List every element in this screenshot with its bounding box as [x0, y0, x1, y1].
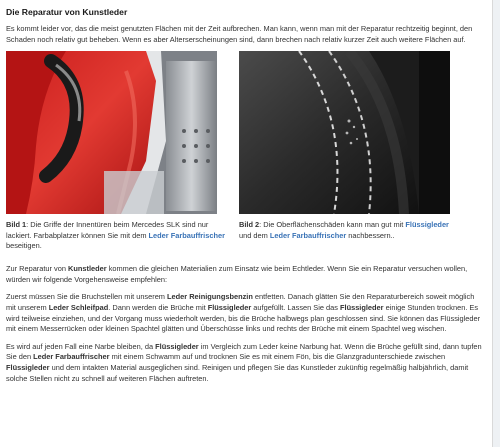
caption-image-2: [239, 220, 463, 241]
caption-label: Bild 1: [6, 220, 27, 230]
text: einige Stunden trocknen. Es wird teilweise einziehen, und der Vorgang muss wiederholt werden, bis die Brüche halbwegs plan geschlossen sind. Sie können das Flüssigleder mit einem Messerrücken oder kleinen Spachtel glätten und Überschüsse links und rechts der Brüche mit einem Spachtel weg wischen.: [6, 302, 481, 334]
product-link[interactable]: Leder Reinigungsbenzin: [167, 292, 253, 302]
caption-text: nachbessern..: [346, 230, 395, 240]
caption-text: : Die Griffe der Innentüren beim Mercedes SLK sind nur lackiert. Farbabplatzer können Sie mit dem: [6, 220, 209, 240]
black-leather-wheel-photo: [239, 51, 450, 214]
image-row: [6, 51, 486, 214]
product-link[interactable]: Leder Farbauffrischer: [148, 230, 225, 240]
text: Zuerst müssen Sie die Bruchstellen mit unserem: [6, 292, 168, 302]
steering-wheel-image[interactable]: [239, 51, 450, 214]
product-link[interactable]: Flüssigleder: [340, 302, 384, 312]
product-link[interactable]: Flüssigleder: [6, 362, 50, 372]
article-title: Die Reparatur von Kunstleder: [6, 7, 128, 17]
product-link[interactable]: Leder Schleifpad: [48, 302, 109, 312]
text: . Dann werden die Brüche mit: [108, 302, 208, 312]
text: kommen die gleichen Materialien zum Einsatz wie beim Echtleder. Wenn Sie ein Reparatur versuchen wollen, würden wir folgende Vorgehensweise empfehlen:: [6, 264, 468, 284]
red-leather-door-handle-photo: [6, 51, 217, 214]
text: aufgefüllt. Lassen Sie das: [251, 302, 340, 312]
article-body: [6, 264, 486, 384]
intro-paragraph: Es kommt leider vor, das die meist genutzten Flächen mit der Zeit aufbrechen. Man kann, wenn man mit der Reparatur rechtzeitig beginnt, den Schaden noch relativ gut beheben. Wenn es aber Alterserscheinungen sind, dann brechen nach relativ kurzer Zeit auch weitere Flächen auf.: [6, 24, 473, 44]
product-link[interactable]: Leder Farbauffrischer: [269, 230, 347, 240]
product-link[interactable]: Flüssigleder: [207, 302, 252, 312]
product-link[interactable]: Flüssigleder: [405, 220, 449, 230]
caption-text: beseitigen.: [6, 241, 42, 251]
keyword: Kunstleder: [68, 264, 107, 274]
paragraph-materials: [6, 264, 486, 285]
article: [6, 6, 486, 391]
text: und dem intakten Material ausgeglichen sind. Reinigen und pflegen Sie das Kunstleder zukünftig regelmäßig halbjährlich, damit solche Stellen nicht zu schnell auf weiteren Flächen auftreten.: [6, 362, 469, 383]
caption-label: Bild 2: [239, 220, 260, 230]
caption-image-1: [6, 220, 230, 252]
paragraph-finish: [6, 342, 486, 384]
text: Es wird auf jeden Fall eine Narbe bleiben, da: [6, 341, 156, 351]
caption-text: und dem: [239, 230, 270, 240]
product-link[interactable]: Flüssigleder: [155, 341, 199, 351]
scrollbar[interactable]: [493, 0, 500, 447]
text: im Vergleich zum Leder keine Narbung hat. Wenn die Brüche gefüllt sind, dann tupfen Sie den: [6, 341, 482, 362]
caption-row: [6, 220, 486, 260]
text: mit einem Schwamm auf und trocknen Sie es mit einem Fön, bis die Glanzgradunterschiede zwischen: [109, 352, 446, 362]
caption-text: : Die Oberflächenschäden kann man gut mit: [259, 220, 406, 230]
paragraph-steps: [6, 292, 486, 334]
product-link[interactable]: Leder Farbauffrischer: [33, 352, 110, 362]
text: entfetten. Danach glätten Sie den Reparaturbereich soweit möglich mit unserem: [6, 292, 475, 312]
door-handle-image[interactable]: [6, 51, 217, 214]
text: Zur Reparatur von: [6, 264, 69, 274]
